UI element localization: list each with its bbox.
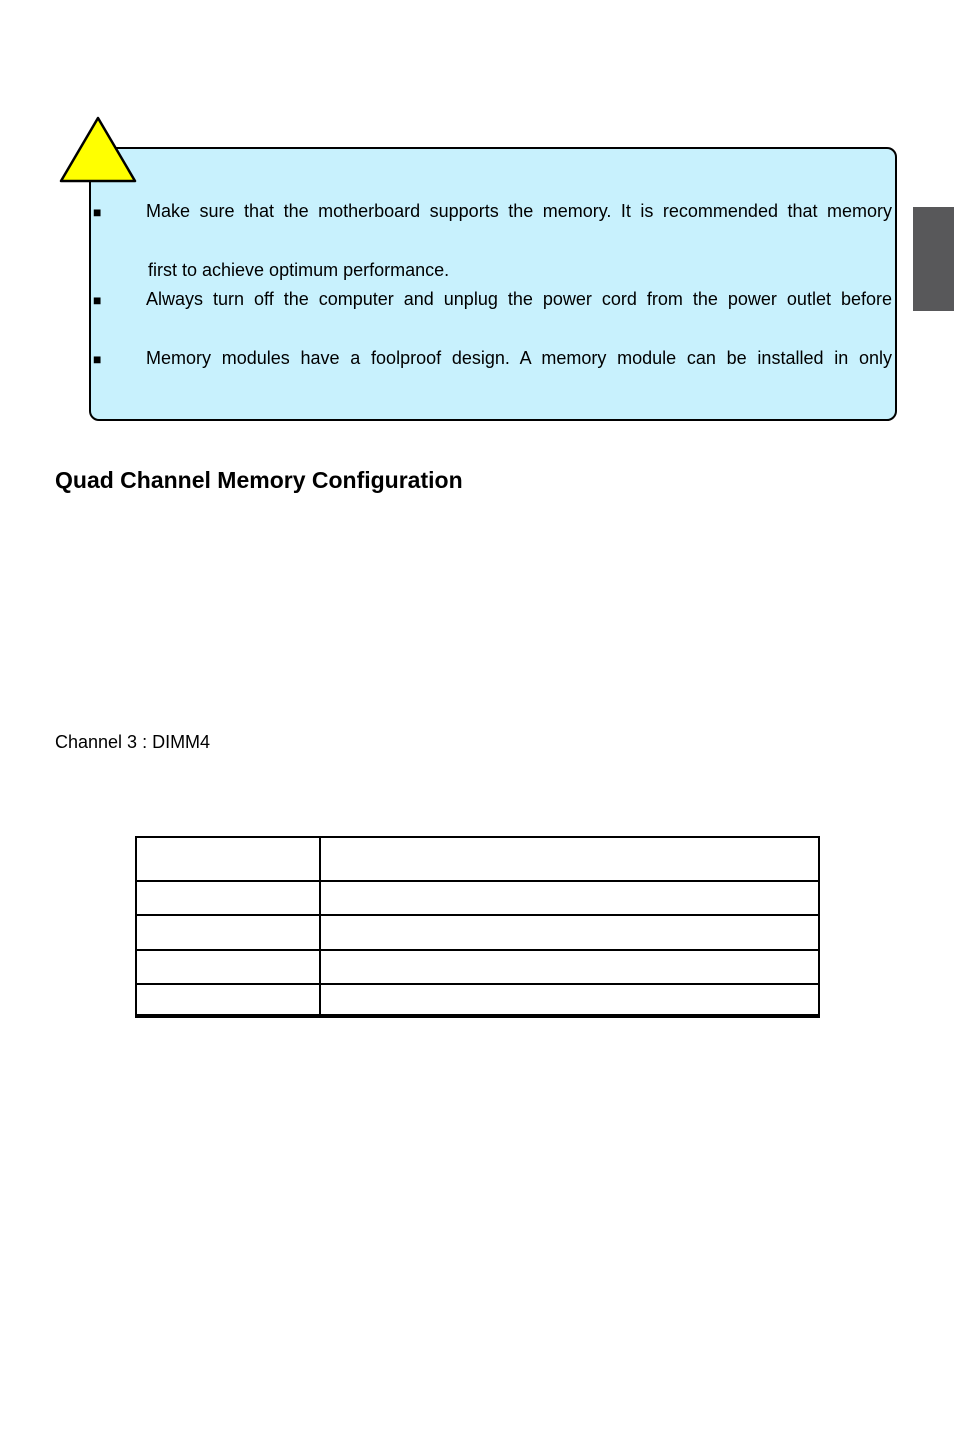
- table-row: [137, 882, 818, 916]
- table-row: [137, 951, 818, 985]
- table-column-divider: [319, 838, 321, 1016]
- note-bullet: ■: [93, 351, 102, 367]
- important-note-box: [89, 147, 897, 421]
- table-row: [137, 985, 818, 1016]
- note-text-foolproof-design: Memory modules have a foolproof design. A memory module can be installed in only: [146, 348, 892, 368]
- memory-configuration-table: [135, 836, 820, 1018]
- chapter-side-tab: [913, 207, 954, 311]
- table-header-row: [137, 838, 818, 882]
- note-text-power-off: Always turn off the computer and unplug the power cord from the power outlet before: [146, 289, 892, 309]
- table-row: [137, 916, 818, 951]
- warning-triangle-icon: [59, 116, 139, 186]
- note-text-memory-support: Make sure that the motherboard supports the memory. It is recommended that memory: [146, 201, 892, 221]
- note-text-memory-support-continued: first to achieve optimum performance.: [148, 260, 450, 280]
- channel-assignment-text: Channel 3 : DIMM4: [55, 732, 211, 752]
- note-bullet: ■: [93, 204, 102, 220]
- note-bullet: ■: [93, 292, 102, 308]
- section-title: Quad Channel Memory Configuration: [55, 467, 463, 493]
